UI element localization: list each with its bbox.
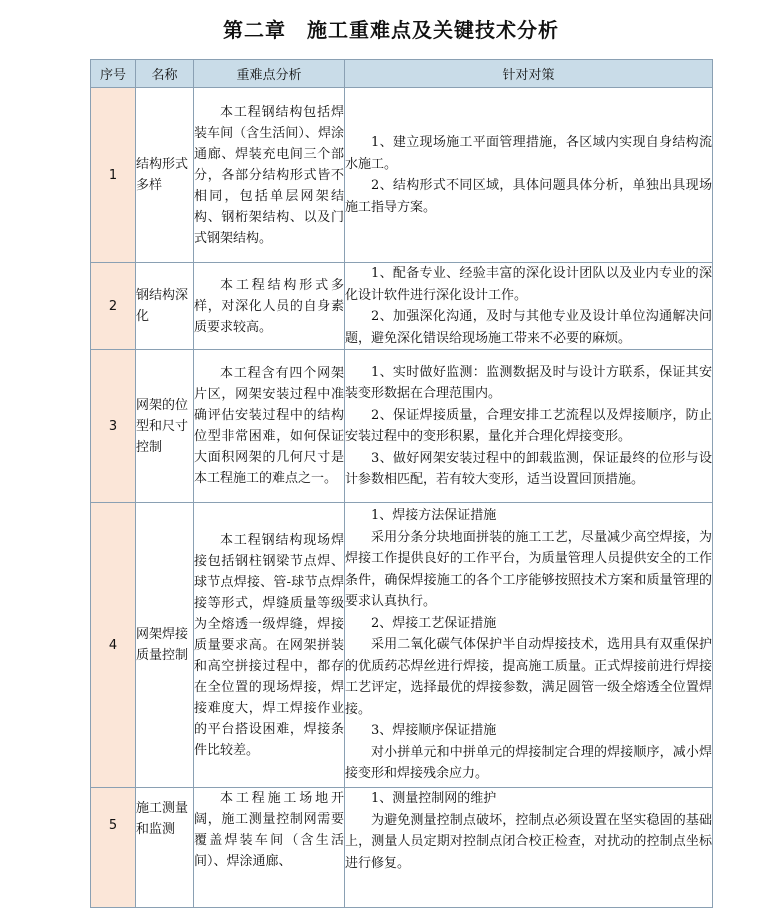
table-row xyxy=(91,788,713,908)
row-seq: 2 xyxy=(91,263,136,350)
measure-heading: 1、焊接方法保证措施 xyxy=(371,508,497,524)
table-row xyxy=(91,263,713,350)
header-seq: 序号 xyxy=(91,60,136,88)
row-difficulty: 本工程含有四个网架片区，网架安装过程中准确评估安装过程中的结构位型非常困难，如何保证大面积网架的几何尺寸是本工程施工的难点之一。 xyxy=(194,366,344,486)
measure-heading: 1、测量控制网的维护 xyxy=(371,791,497,806)
measure-item: 1、建立现场施工平面管理措施，各区域内实现自身结构流水施工。 xyxy=(345,135,712,172)
page-title: 第二章 施工重难点及关键技术分析 xyxy=(223,18,559,42)
measure-item: 2、保证焊接质量，合理安排工艺流程以及焊接顺序，防止安装过程中的变形积累，量化并合理化焊接变形。 xyxy=(345,407,712,444)
table-row xyxy=(91,350,713,503)
measure-item: 2、结构形式不同区域，具体问题具体分析，单独出具现场施工指导方案。 xyxy=(345,178,712,215)
measure-heading: 2、焊接工艺保证措施 xyxy=(371,615,497,631)
header-measures: 针对对策 xyxy=(345,60,713,88)
header-name: 名称 xyxy=(136,60,194,88)
row-name: 网架的位型和尺寸控制 xyxy=(136,397,189,455)
row-difficulty: 本工程钢结构包括焊装车间（含生活间）、焊涂通廊、焊装充电间三个部分，各部分结构形式皆不相同，包括单层网架结构、钢桁架结构、以及门式钢架结构。 xyxy=(194,104,344,246)
table-row xyxy=(91,503,713,788)
row-name: 施工测量和监测 xyxy=(136,801,189,837)
measure-item: 2、加强深化沟通，及时与其他专业及设计单位沟通解决问题，避免深化错误给现场施工带来不必要的麻烦。 xyxy=(345,309,712,346)
row-seq: 4 xyxy=(91,503,136,788)
table-row xyxy=(91,88,713,263)
row-seq: 3 xyxy=(91,350,136,503)
measure-item: 3、做好网架安装过程中的卸载监测，保证最终的位形与设计参数相匹配，若有较大变形，适当设置回顶措施。 xyxy=(345,450,712,487)
row-name: 结构形式多样 xyxy=(136,157,189,193)
row-seq: 1 xyxy=(91,88,136,263)
measure-item: 为避免测量控制点破坏，控制点必须设置在坚实稳固的基础上，测量人员定期对控制点闭合校正检查，对扰动的控制点坐标进行修复。 xyxy=(345,812,712,871)
row-seq: 5 xyxy=(91,788,136,908)
header-difficulty: 重难点分析 xyxy=(194,60,345,88)
measure-item: 1、配备专业、经验丰富的深化设计团队以及业内专业的深化设计软件进行深化设计工作。 xyxy=(345,266,712,303)
difficulty-table xyxy=(90,59,713,908)
measure-item: 采用二氧化碳气体保护半自动焊接技术，选用具有双重保护的优质药芯焊丝进行焊接，提高施工质量。正式焊接前进行焊接工艺评定，选择最优的焊接参数，满足圆管一级全熔透全位置焊接。 xyxy=(345,637,712,717)
measure-item: 对小拼单元和中拼单元的焊接制定合理的焊接顺序，减小焊接变形和焊接残余应力。 xyxy=(345,744,712,782)
row-name: 钢结构深化 xyxy=(136,288,189,324)
row-difficulty: 本工程钢结构现场焊接包括钢柱钢梁节点焊、球节点焊接、管-球节点焊接等形式，焊缝质量等级为全熔透一级焊缝，焊接质量要求高。在网架拼装和高空拼接过程中，都存在全位置的现场焊接，焊接难度大，焊工焊接作业的平台搭设困难，焊接条件比较差。 xyxy=(194,532,344,758)
row-name: 网架焊接质量控制 xyxy=(136,627,189,663)
row-difficulty: 本工程结构形式多样，对深化人员的自身素质要求较高。 xyxy=(194,277,344,335)
measure-heading: 3、焊接顺序保证措施 xyxy=(371,723,497,739)
measure-item: 采用分条分块地面拼装的施工工艺，尽量减少高空焊接，为焊接工作提供良好的工作平台，为质量管理人员提供安全的工作条件，确保焊接施工的各个工序能够按照技术方案和质量管理的要求认真执行。 xyxy=(345,529,712,610)
row-difficulty: 本工程施工场地开阔，施工测量控制网需要覆盖焊装车间（含生活间）、焊涂通廊、 xyxy=(194,791,344,869)
table-header-row xyxy=(91,60,713,88)
measure-item: 1、实时做好监测：监测数据及时与设计方联系，保证其安装变形数据在合理范围内。 xyxy=(345,364,712,401)
